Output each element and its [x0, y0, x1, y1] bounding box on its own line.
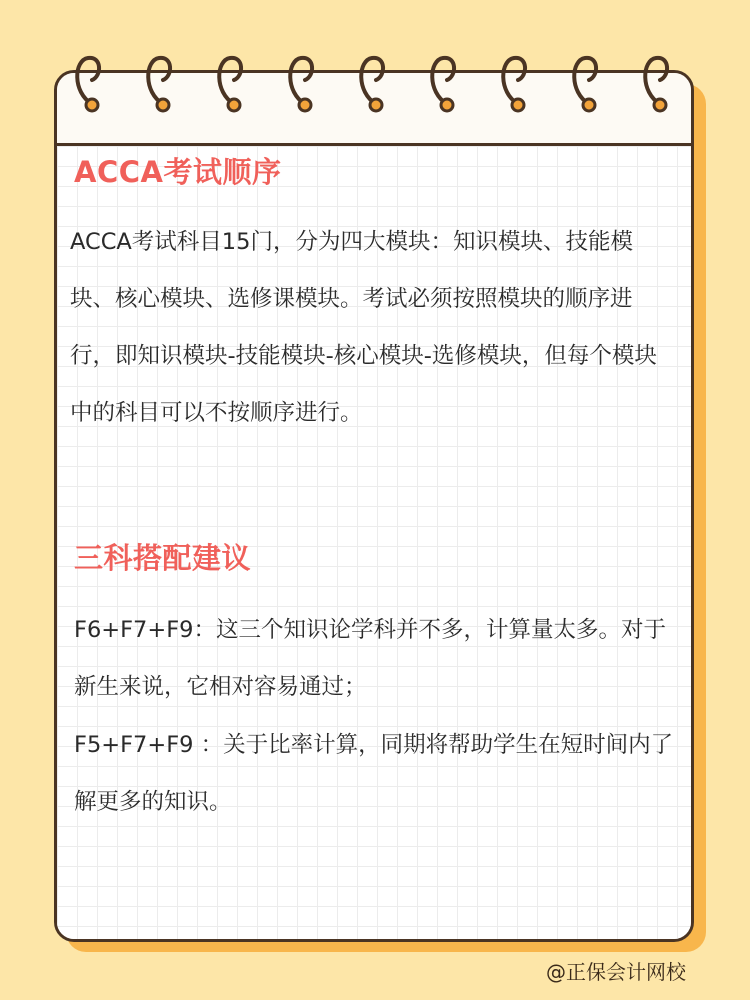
notebook-header-strip — [57, 73, 691, 146]
combo-item-2: F5+F7+F9 ：关于比率计算，同期将帮助学生在短时间内了解更多的知识。 — [74, 732, 674, 815]
brand-watermark: @正保会计网校 — [546, 960, 686, 984]
combo-item-1: F6+F7+F9：这三个知识论学科并不多，计算量太多。对于新生来说，它相对容易通过； — [74, 617, 666, 700]
section-title-course-combo: 三科搭配建议 — [74, 541, 252, 575]
section-title-exam-order: ACCA考试顺序 — [74, 155, 282, 189]
exam-order-paragraph: ACCA考试科目15门，分为四大模块：知识模块、技能模块、核心模块、选修课模块。考试必须按照模块的顺序进行，即知识模块-技能模块-核心模块-选修模块，但每个模块中的科目可以不按顺序进行。 — [70, 229, 657, 426]
